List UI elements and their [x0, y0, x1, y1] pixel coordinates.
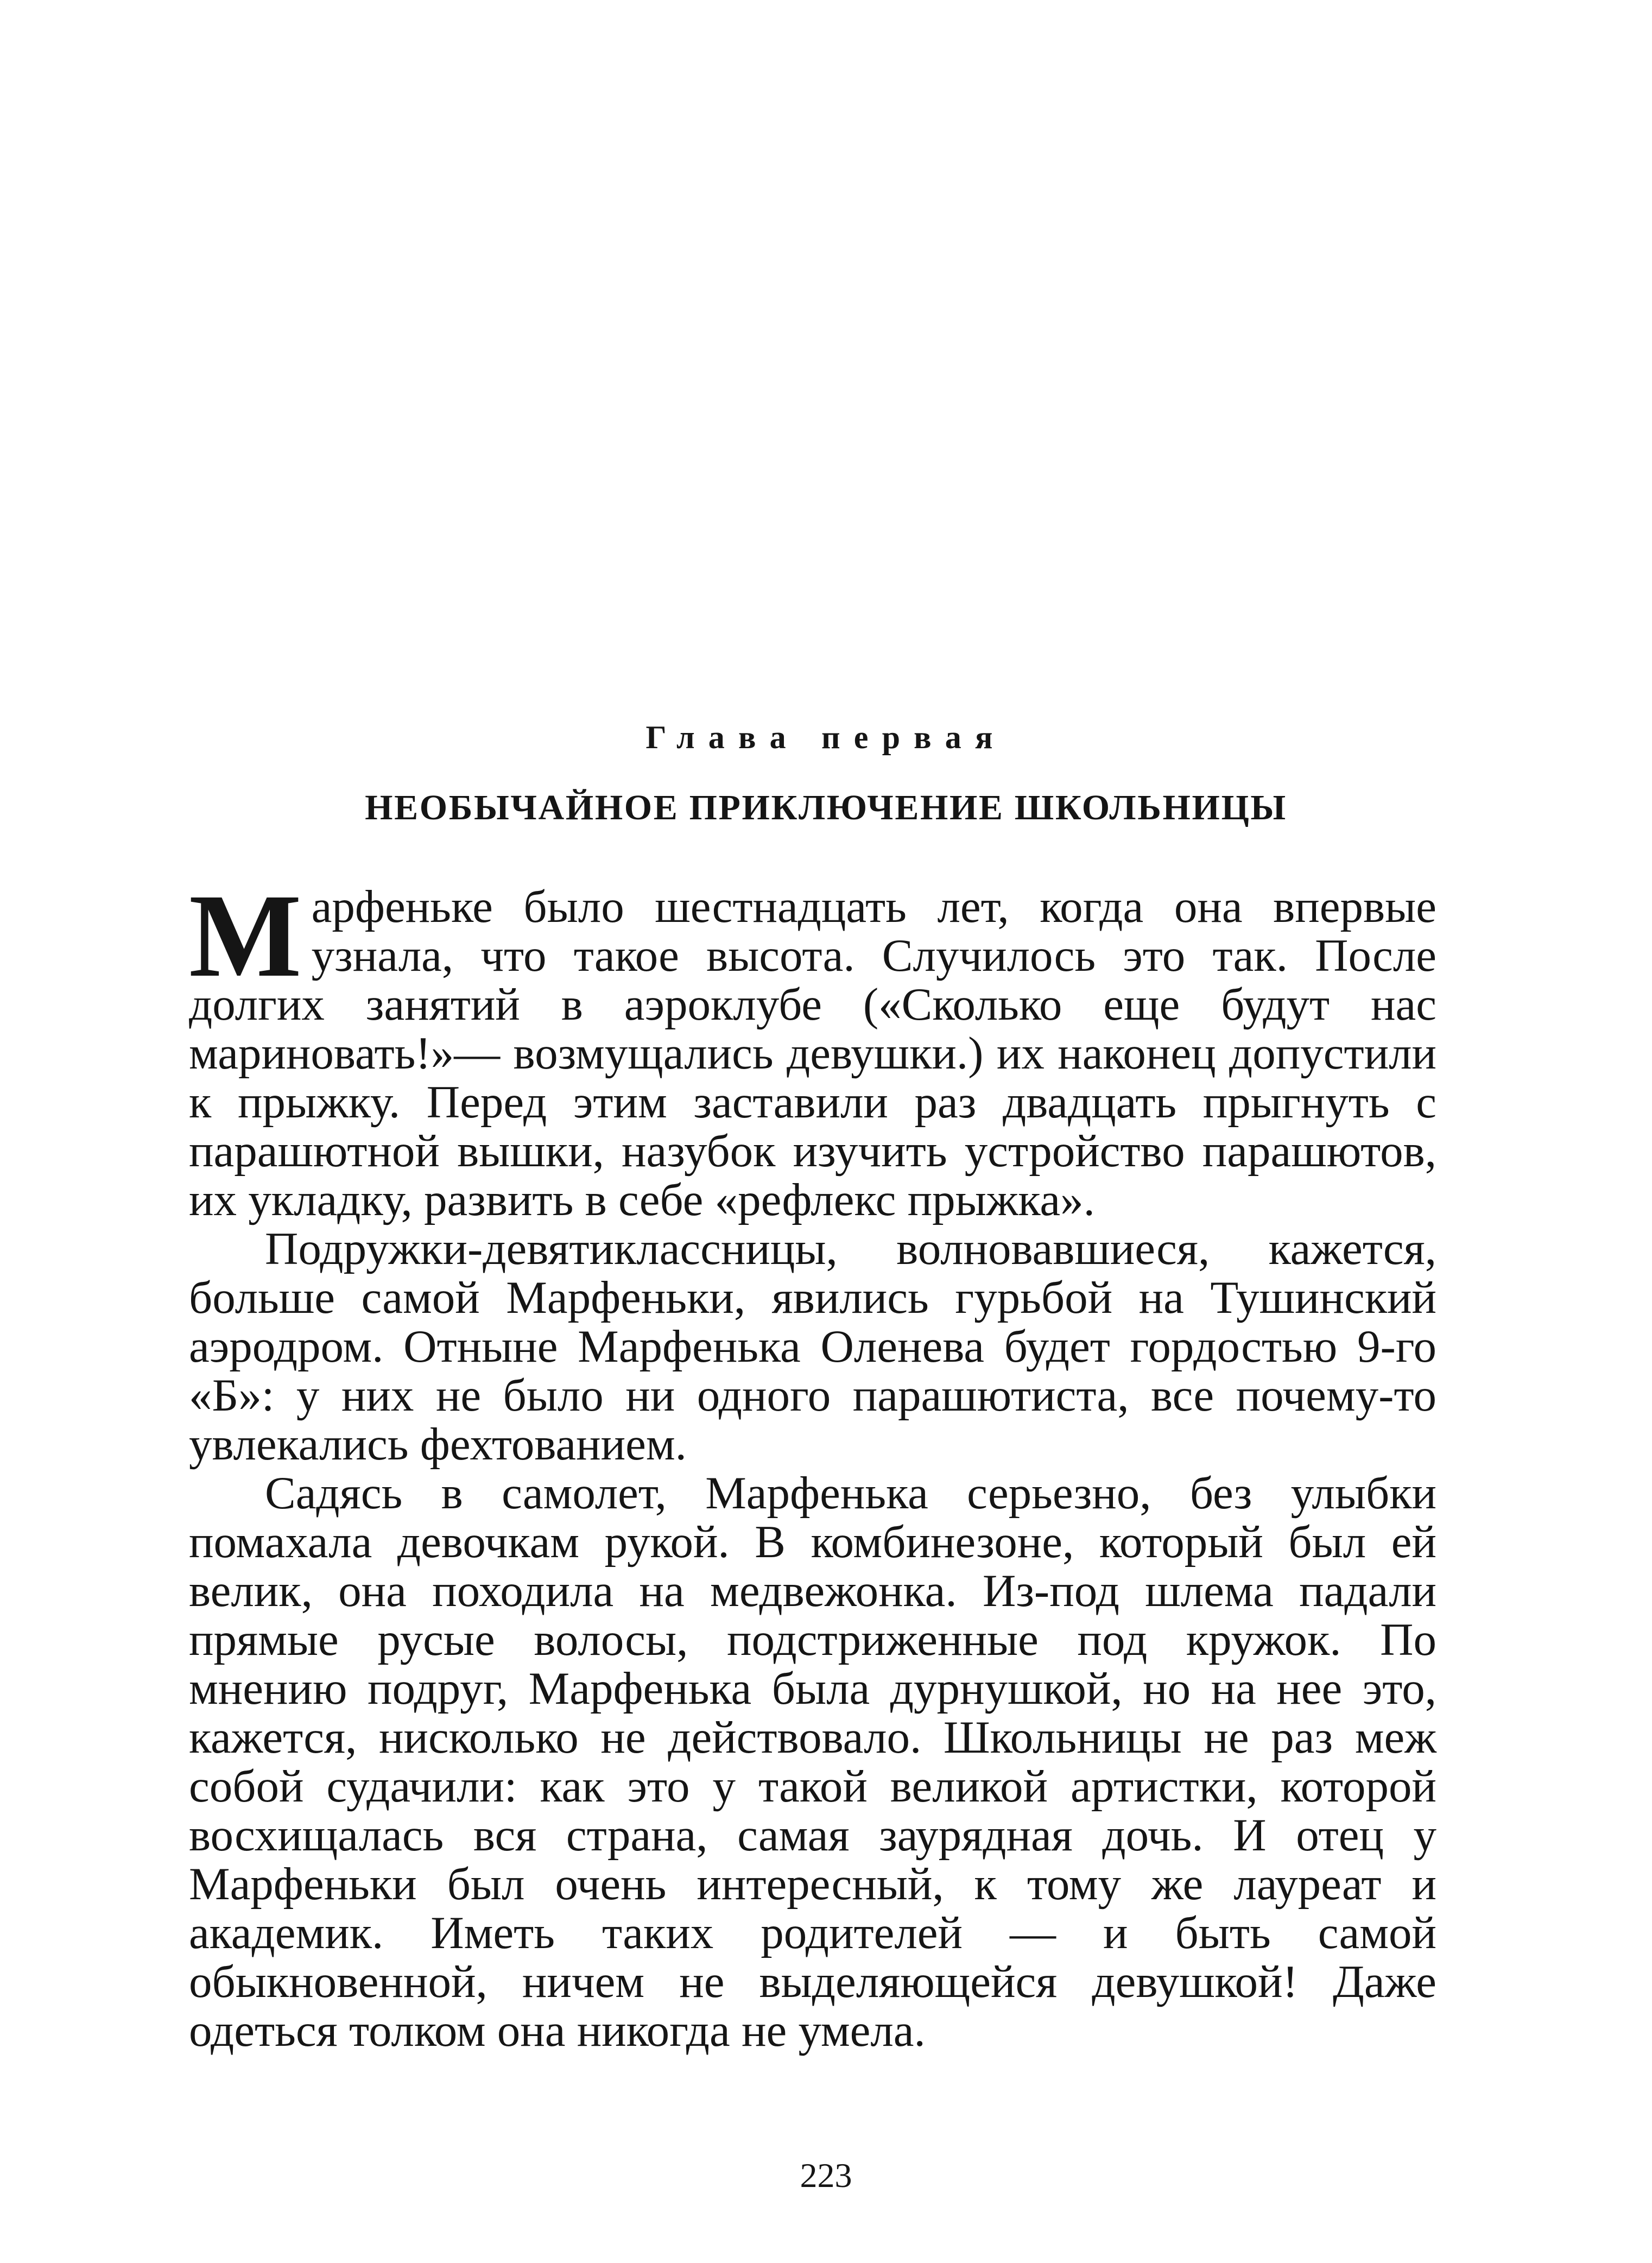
paragraph-1 [189, 869, 1436, 1225]
chapter-title: НЕОБЫЧАЙНОЕ ПРИКЛЮЧЕНИЕ ШКОЛЬНИЦЫ [365, 788, 1287, 827]
paragraph-3: Садясь в самолет, Марфенька серьезно, без улыбки помахала девочкам рукой. В комбинезоне, который был ей велик, она походила на медвежонка. Из-под шлема падали прямые русые волосы, подстриженные под кружок. По мнению подруг, Марфенька была дурнушкой, но на нее это, кажется, нисколько не действовало. Школьницы не раз меж собой судачили: как это у такой великой артистки, которой восхищалась вся страна, самая заурядная дочь. И отец у Марфеньки был очень интересный, к тому же лауреат и академик. Иметь таких родителей — и быть самой обыкновенной, ничем не выделяющейся девушкой! Даже одеться толком она никогда не умела. [189, 1468, 1436, 2056]
paragraph-2: Подружки-девятиклассницы, волновавшиеся, кажется, больше самой Марфеньки, явились гурьбой на Тушинский аэродром. Отныне Марфенька Оленева будет гордостью 9-го «Б»: у них не было ни одного парашютиста, все почему-то увлекались фехтованием. [189, 1223, 1436, 1470]
chapter-label: Глава первая [645, 719, 1007, 755]
body-text [189, 869, 1436, 2056]
page-number: 223 [800, 2156, 852, 2195]
paragraph-1-text: арфеньке было шестнадцать лет, когда она впервые узнала, что такое высота. Случилось это так. После долгих занятий в аэроклубе («Сколько еще будут нас мариновать!»— возмущались девушки.) их наконец допустили к прыжку. Перед этим заставили раз двадцать прыгнуть с парашютной вышки, назубок изучить устройство парашютов, их укладку, развить в себе «рефлекс прыжка». [189, 881, 1436, 1225]
drop-cap: М [189, 869, 302, 1002]
